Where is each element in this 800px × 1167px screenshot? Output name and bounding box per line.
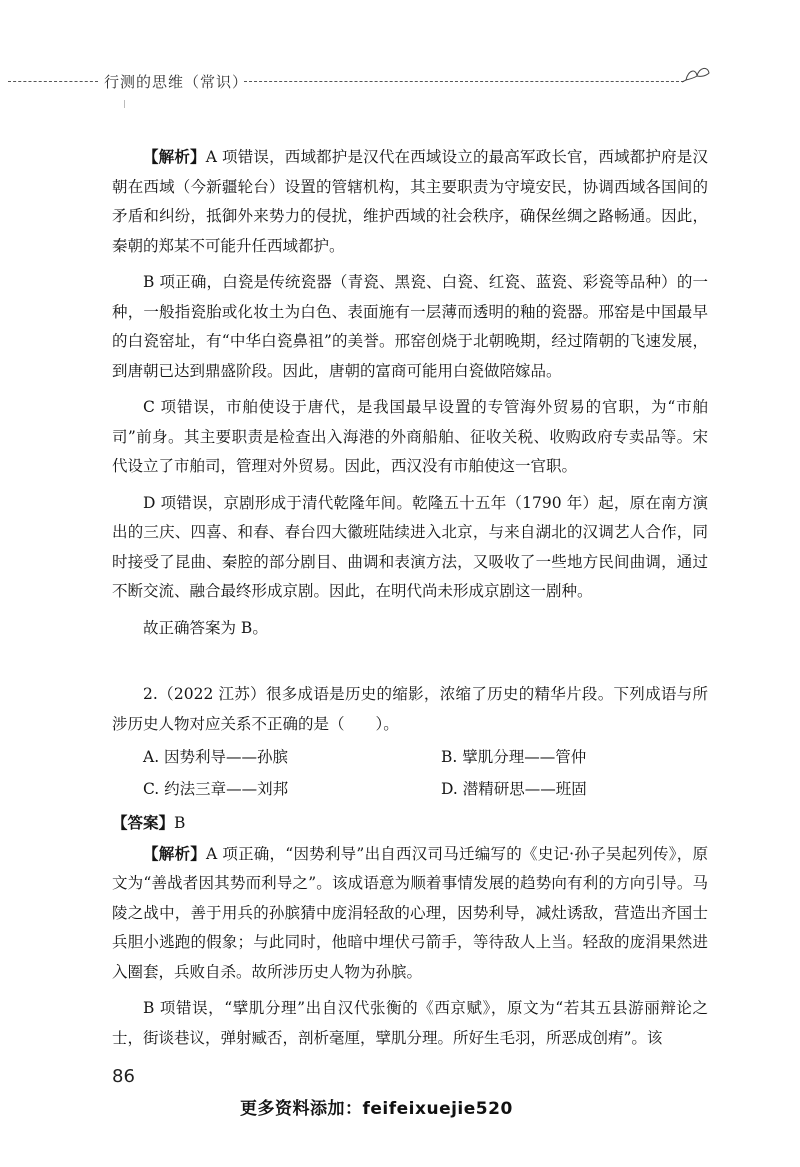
q2-option-c: C. 约法三章——刘邦 — [143, 780, 289, 798]
header-rule-right — [244, 81, 684, 82]
q2-option-b: B. 擘肌分理——管仲 — [441, 748, 587, 766]
running-header — [0, 70, 800, 94]
q2-analysis-a-text: A 项正确，“因势利导”出自西汉司马迁编写的《史记·孙子吴起列传》，原文为“善战者因其势而利导之”。该成语意为顺着事情发展的趋势向有利的方向引导。马陵之战中，善于用兵的孙膑猜中庞涓轻敌的心理，因势利导，减灶诱敌，营造出齐国士兵胆小逃跑的假象；与此同时，他暗中埋伏弓箭手，等待敌人上当。轻敌的庞涓果然进入圈套，兵败自杀。故所涉历史人物为孙膑。 — [112, 844, 708, 981]
q2-answer — [112, 808, 708, 839]
leaf-ornament-icon — [682, 64, 712, 84]
q1-conclusion: 故正确答案为 B。 — [143, 618, 268, 637]
q2-options — [112, 741, 708, 805]
page-number: 86 — [112, 1066, 135, 1087]
q2-analysis-b: B 项错误，“擘肌分理”出自汉代张衡的《西京赋》，原文为“若其五县游丽辩论之士，街谈巷议，弹射臧否，剖析毫厘，擘肌分理。所好生毛羽，所恶成创痏”。该 — [112, 999, 708, 1047]
q1-analysis-c: C 项错误，市舶使设于唐代，是我国最早设置的专管海外贸易的官职，为“市舶司”前身。其主要职责是检查出入海港的外商船舶、征收关税、收购政府专卖品等。宋代设立了市舶司，管理对外贸易。因此，西汉没有市舶使这一官职。 — [112, 398, 708, 475]
q1-analysis-d: D 项错误，京剧形成于清代乾隆年间。乾隆五十五年（1790 年）起，原在南方演出的三庆、四喜、和春、春台四大徽班陆续进入北京，与来自湖北的汉调艺人合作，同时接受了昆曲、秦腔的部分剧目、曲调和表演方法，又吸收了一些地方民间曲调，通过不断交流、融合最终形成京剧。因此，在明代尚未形成京剧这一剧种。 — [112, 493, 708, 600]
q1-analysis-a-text: A 项错误，西域都护是汉代在西域设立的最高军政长官，西域都护府是汉朝在西域（今新疆轮台）设置的管辖机构，其主要职责为守境安民，协调西域各国间的矛盾和纠纷，抵御外来势力的侵扰，维护西域的社会秩序，确保丝绸之路畅通。因此，秦朝的郑某不可能升任西域都护。 — [112, 148, 708, 255]
q1-analysis-a — [112, 142, 708, 261]
q2-analysis-tag: 【解析】 — [143, 843, 206, 863]
header-rule-left — [8, 81, 98, 82]
q2-answer-value: B — [174, 814, 186, 832]
q1-analysis-tag: 【解析】 — [143, 147, 206, 166]
q2-option-a: A. 因势利导——孙膑 — [143, 748, 289, 766]
q2-analysis-a — [112, 839, 708, 988]
page-body — [112, 142, 708, 1060]
q2-stem: 2.（2022 江苏）很多成语是历史的缩影，浓缩了历史的精华片段。下列成语与所涉历史人物对应关系不正确的是（ ）。 — [112, 685, 708, 733]
q1-analysis-b: B 项正确，白瓷是传统瓷器（青瓷、黑瓷、白瓷、红瓷、蓝瓷、彩瓷等品种）的一种，一般指瓷胎或化妆土为白色、表面施有一层薄而透明的釉的瓷器。邢窑是中国最早的白瓷窑址，有“中华白瓷鼻祖”的美誉。邢窑创烧于北朝晚期，经过隋朝的飞速发展，到唐朝已达到鼎盛阶段。因此，唐朝的富商可能用白瓷做陪嫁品。 — [112, 273, 708, 380]
scan-tick-mark — [124, 100, 125, 108]
header-title: 行测的思维（常识） — [104, 73, 249, 91]
q2-answer-tag: 【答案】 — [112, 813, 175, 832]
footer-note: 更多资料添加：feifeixuejie520 — [240, 1099, 513, 1119]
q2-option-d: D. 潜精研思——班固 — [441, 780, 587, 798]
